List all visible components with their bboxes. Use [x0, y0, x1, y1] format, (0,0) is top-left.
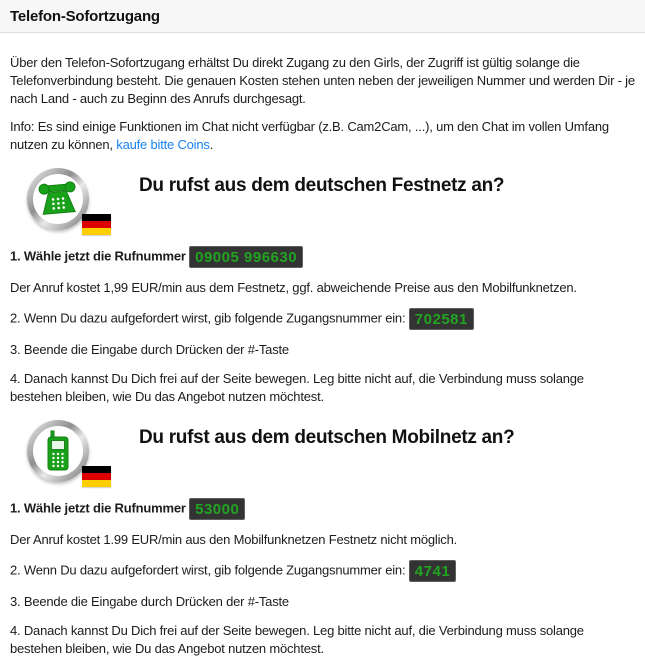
- landline-phone-icon-block: [27, 168, 113, 234]
- festnetz-step-2: [10, 308, 635, 330]
- header-bar: [0, 0, 645, 33]
- section-festnetz-header: [27, 168, 635, 235]
- festnetz-step-4: 4. Danach kannst Du Dich frei auf der Seite bewegen. Leg bitte nicht auf, die Verbindung muss solange bestehen bleiben, wie Du das Angebot nutzen möchtest.: [10, 371, 584, 404]
- phone-number-badge: 53000: [189, 498, 245, 520]
- landline-phone-icon: [33, 174, 83, 224]
- chrome-ring: [27, 420, 89, 482]
- intro-paragraph: Über den Telefon-Sofortzugang erhältst Du direkt Zugang zu den Girls, der Zugriff ist gültig solange die Telefonverbindung besteht. Die genauen Kosten stehen unten neben der jeweiligen Nummer und werden Dir - je nach Land - auch zu Beginn des Anrufs durchgesagt.: [10, 55, 635, 106]
- info-text-suffix: .: [209, 137, 214, 152]
- info-text: Info: Es sind einige Funktionen im Chat nicht verfügbar (z.B. Cam2Cam, ...), um den Chat im vollen Umfang nutzen zu können,: [10, 119, 609, 152]
- section-festnetz-heading: Du rufst aus dem deutschen Festnetz an?: [139, 175, 505, 196]
- mobilnetz-step-2: [10, 560, 635, 582]
- step-1-label: 1. Wähle jetzt die Rufnummer: [10, 500, 186, 516]
- festnetz-cost-note: Der Anruf kostet 1,99 EUR/min aus dem Festnetz, ggf. abweichende Preise aus den Mobilfunknetzen.: [10, 280, 577, 295]
- mobilnetz-steps: [10, 498, 635, 658]
- festnetz-step-3: 3. Beende die Eingabe durch Drücken der #-Taste: [10, 342, 289, 357]
- germany-flag-icon: [82, 466, 111, 487]
- section-mobilnetz-heading: Du rufst aus dem deutschen Mobilnetz an?: [139, 427, 515, 448]
- chrome-ring: [27, 168, 89, 230]
- mobilnetz-step-4: 4. Danach kannst Du Dich frei auf der Seite bewegen. Leg bitte nicht auf, die Verbindung muss solange bestehen bleiben, wie Du das Angebot nutzen möchtest.: [10, 623, 584, 656]
- access-code-badge: 702581: [409, 308, 474, 330]
- mobile-phone-icon-block: [27, 420, 113, 486]
- access-code-badge: 4741: [409, 560, 456, 582]
- step-2-label: 2. Wenn Du dazu aufgefordert wirst, gib folgende Zugangsnummer ein:: [10, 310, 406, 326]
- buy-coins-link[interactable]: kaufe bitte Coins: [116, 137, 210, 152]
- phone-number-badge: 09005 996630: [189, 246, 303, 268]
- festnetz-steps: [10, 246, 635, 406]
- festnetz-step-1: [10, 246, 635, 268]
- info-paragraph: [10, 118, 635, 154]
- step-2-label: 2. Wenn Du dazu aufgefordert wirst, gib folgende Zugangsnummer ein:: [10, 562, 406, 578]
- main-content: [0, 54, 645, 658]
- mobilnetz-cost-note: Der Anruf kostet 1.99 EUR/min aus den Mobilfunknetzen Festnetz nicht möglich.: [10, 532, 458, 547]
- mobile-phone-icon: [33, 426, 83, 476]
- mobilnetz-step-3: 3. Beende die Eingabe durch Drücken der #-Taste: [10, 594, 289, 609]
- step-1-label: 1. Wähle jetzt die Rufnummer: [10, 248, 186, 264]
- germany-flag-icon: [82, 214, 111, 235]
- mobilnetz-step-1: [10, 498, 635, 520]
- page-title: Telefon-Sofortzugang: [10, 8, 160, 25]
- section-mobilnetz-header: [27, 420, 635, 487]
